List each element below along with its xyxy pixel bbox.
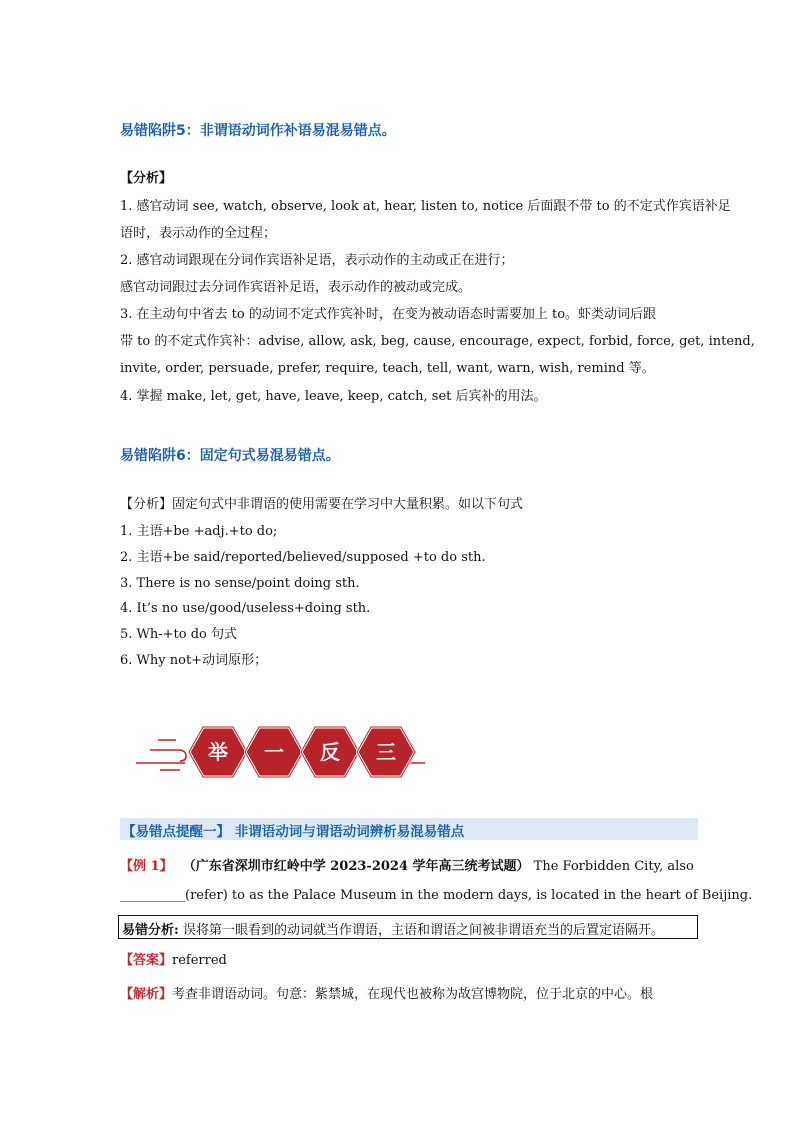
analysis6-line: 3. There is no sense/point doing sth. <box>120 576 360 591</box>
trap6-title: 易错陷阱6：固定句式易混易错点。 <box>120 448 340 464</box>
analysis6-intro: 【分析】固定句式中非谓语的使用需要在学习中大量积累。如以下句式 <box>120 497 524 512</box>
analysis5-line: 3. 在主动句中省去 to 的动词不定式作宾补时，在变为被动语态时需要加上 to。虾类动词后跟 <box>120 307 657 322</box>
error-analysis-label: 易错分析: <box>122 923 179 938</box>
example1-blank: __________ <box>120 888 185 903</box>
analysis5-line: 4. 掌握 make, let, get, have, leave, keep, catch, set 后宾补的用法。 <box>120 389 547 404</box>
banner-hex-4 <box>356 726 416 778</box>
explanation-label: 【解析】 <box>120 987 173 1002</box>
banner-char: 一 <box>264 740 284 764</box>
banner-hex-3 <box>300 726 360 778</box>
answer-text: referred <box>172 953 227 968</box>
answer-line <box>120 952 227 970</box>
error-analysis <box>122 919 664 938</box>
analysis5-line: 1. 感官动词 see, watch, observe, look at, hear, listen to, notice 后面跟不带 to 的不定式作宾语补足 <box>120 199 731 214</box>
analysis6-line: 5. Wh-+to do 句式 <box>120 627 238 642</box>
explanation-text: 考查非谓语动词。句意：紫禁城，在现代也被称为故宫博物院，位于北京的中心。根 <box>172 987 654 1002</box>
analysis5-line: 2. 感官动词跟现在分词作宾语补足语，表示动作的主动或正在进行； <box>120 253 514 268</box>
banner-char: 三 <box>376 740 396 764</box>
analysis5-label: 【分析】 <box>120 171 173 186</box>
analysis6-line: 1. 主语+be +adj.+to do; <box>120 524 278 539</box>
banner-char: 举 <box>208 740 228 764</box>
analysis5-line: 感官动词跟过去分词作宾语补足语，表示动作的被动或完成。 <box>120 280 472 295</box>
example1-line2 <box>120 887 752 905</box>
analysis6-line: 6. Why not+动词原形； <box>120 653 268 668</box>
example1-tag: 【例 1】 <box>120 859 173 874</box>
banner-char: 反 <box>320 740 340 764</box>
analysis5-line: 带 to 的不定式作宾补：advise, allow, ask, beg, cause, encourage, expect, forbid, force, get, intend, <box>120 334 755 349</box>
analysis6-line: 2. 主语+be said/reported/believed/supposed +to do sth. <box>120 550 486 565</box>
explanation-line <box>120 986 653 1004</box>
example1-source: （广东省深圳市红岭中学 2023-2024 学年高三统考试题） <box>182 859 530 874</box>
analysis6-line: 4. It’s no use/good/useless+doing sth. <box>120 601 371 616</box>
example1-line1-tail: The Forbidden City, also <box>533 859 694 874</box>
analysis5-line: 语时，表示动作的全过程； <box>120 226 277 241</box>
trap5-title: 易错陷阱5：非谓语动词作补语易混易错点。 <box>120 123 396 139</box>
banner-hex-1 <box>188 726 248 778</box>
analysis5-line: invite, order, persuade, prefer, require, teach, tell, want, warn, wish, remind 等。 <box>120 361 655 376</box>
reminder-title: 【易错点提醒一】 非谓语动词与谓语动词辨析易混易错点 <box>122 824 465 840</box>
banner-hex-2 <box>244 726 304 778</box>
example1-line2-tail: (refer) to as the Palace Museum in the modern days, is located in the heart of Beijing. <box>185 888 753 903</box>
answer-label: 【答案】 <box>120 953 173 968</box>
error-analysis-text: 误将第一眼看到的动词就当作谓语，主语和谓语之间被非谓语充当的后置定语隔开。 <box>178 923 664 938</box>
example1-line1 <box>120 858 694 876</box>
